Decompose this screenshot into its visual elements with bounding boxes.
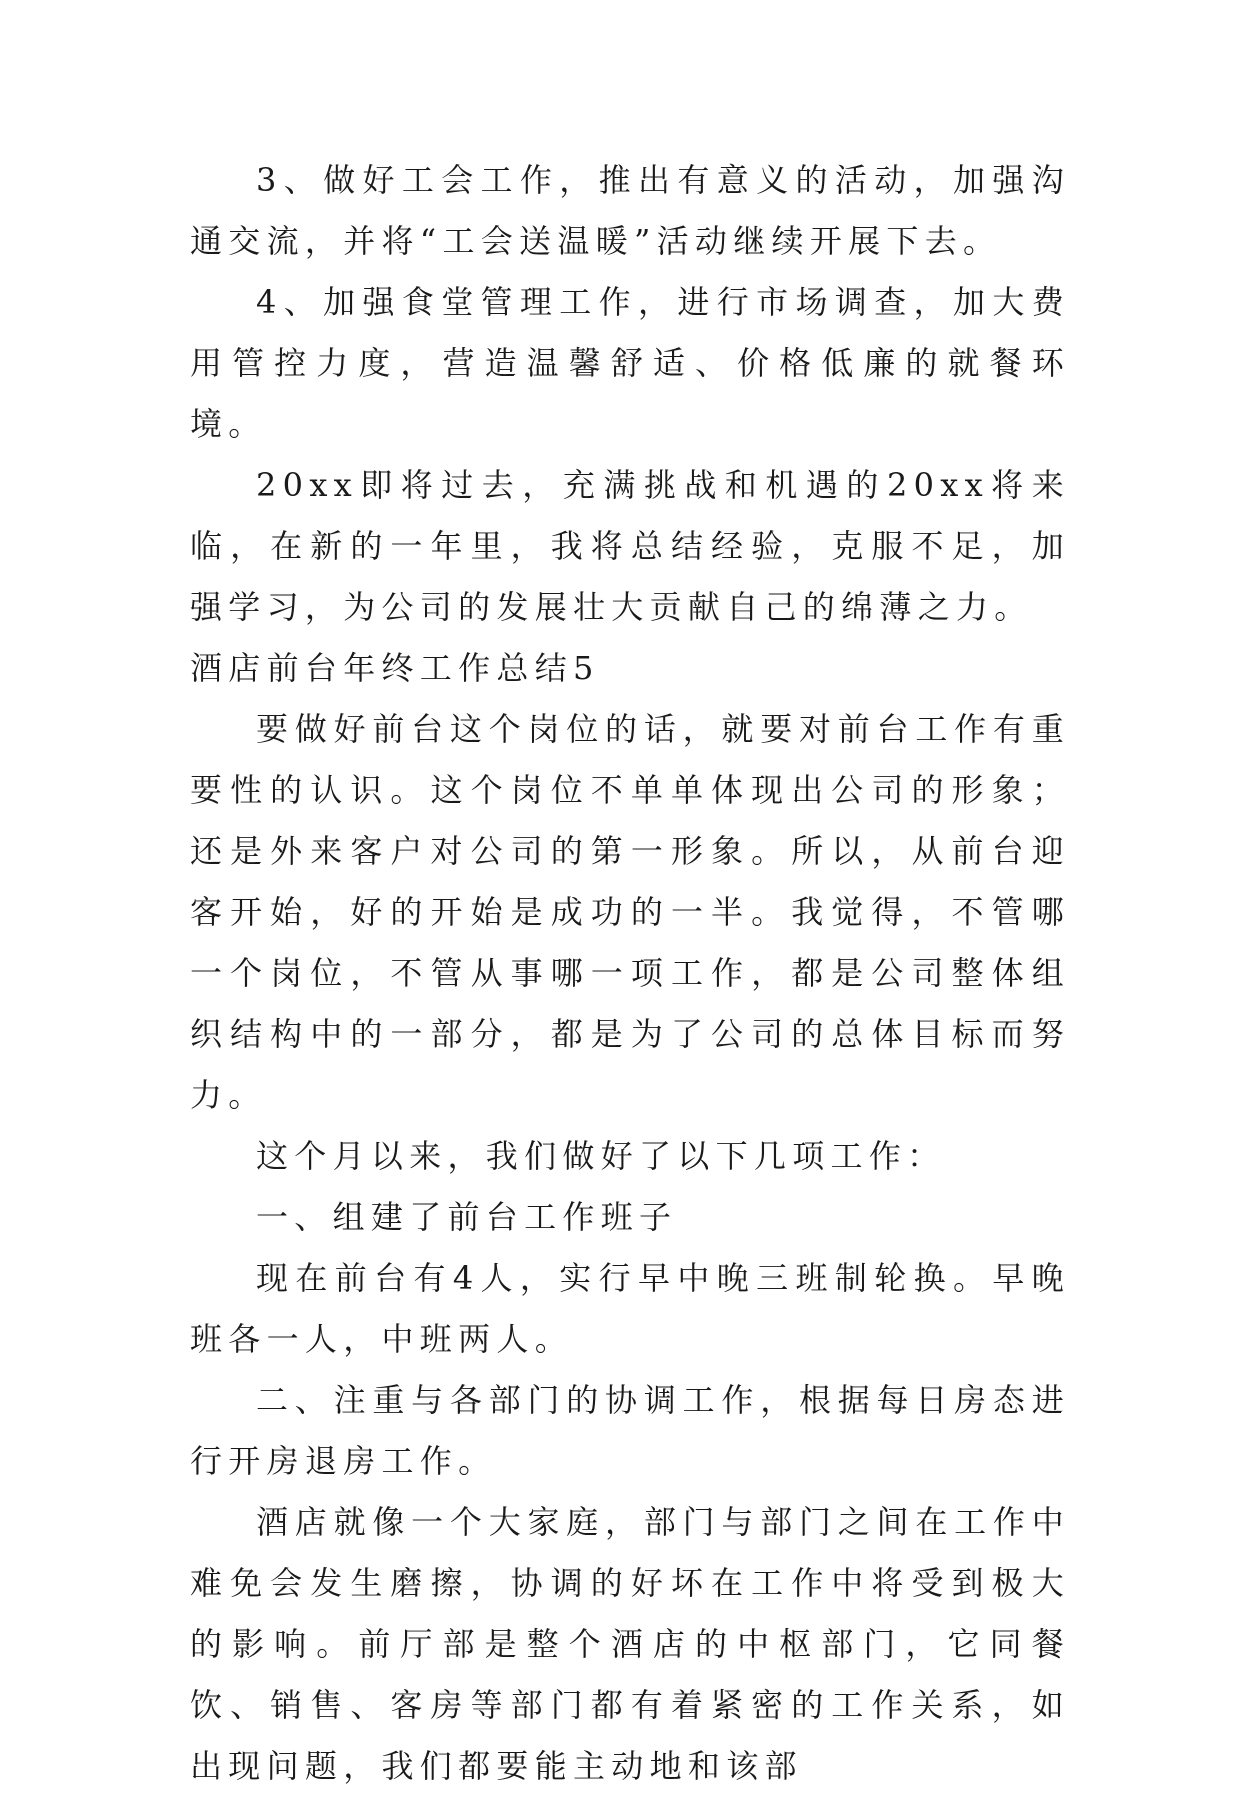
paragraph-heading-two: 二、注重与各部门的协调工作，根据每日房态进行开房退房工作。 (190, 1381, 1070, 1480)
paragraph-closing: 20xx即将过去，充满挑战和机遇的20xx将来临，在新的一年里，我将总结经验，克服不足，加强学习，为公司的发展壮大贡献自己的绵薄之力。 (190, 466, 1070, 626)
paragraph-work-summary: 这个月以来，我们做好了以下几项工作： (256, 1137, 946, 1175)
paragraph-item-3: 3、做好工会工作，推出有意义的活动，加强沟通交流，并将“工会送温暖”活动继续开展下去。 (190, 161, 1070, 260)
document-body (190, 150, 1070, 1797)
paragraph-coordination: 酒店就像一个大家庭，部门与部门之间在工作中难免会发生磨擦，协调的好坏在工作中将受到极大的影响。前厅部是整个酒店的中枢部门，它同餐饮、销售、客房等部门都有着紧密的工作关系，如出现问题，我们都要能主动地和该部 (190, 1503, 1070, 1785)
paragraph-staffing: 现在前台有4人，实行早中晚三班制轮换。早晚班各一人，中班两人。 (190, 1259, 1070, 1358)
paragraph-item-4: 4、加强食堂管理工作，进行市场调查，加大费用管控力度，营造温馨舒适、价格低廉的就餐环境。 (190, 283, 1070, 443)
paragraph-intro: 要做好前台这个岗位的话，就要对前台工作有重要性的认识。这个岗位不单单体现出公司的形象；还是外来客户对公司的第一形象。所以，从前台迎客开始，好的开始是成功的一半。我觉得，不管哪一个岗位，不管从事哪一项工作，都是公司整体组织结构中的一部分，都是为了公司的总体目标而努力。 (190, 710, 1070, 1114)
paragraph-heading-one: 一、组建了前台工作班子 (256, 1198, 678, 1236)
section-title: 酒店前台年终工作总结5 (190, 649, 600, 687)
